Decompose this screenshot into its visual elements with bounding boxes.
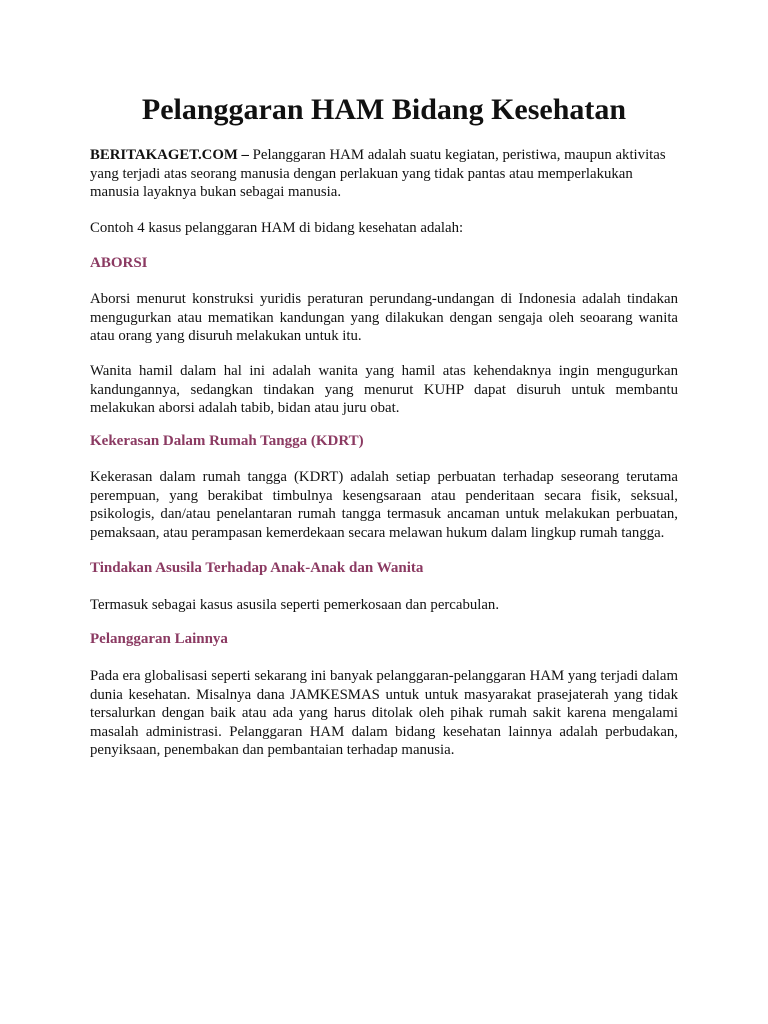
asusila-paragraph: Termasuk sebagai kasus asusila seperti pemerkosaan dan percabulan.: [90, 597, 500, 613]
section-heading-kdrt: Kekerasan Dalam Rumah Tangga (KDRT): [90, 433, 364, 449]
section-heading-lainnya: Pelanggaran Lainnya: [90, 631, 228, 647]
section-heading-asusila: Tindakan Asusila Terhadap Anak-Anak dan Wanita: [90, 560, 424, 576]
intro-dash: –: [237, 147, 253, 163]
page-title: Pelanggaran HAM Bidang Kesehatan: [141, 93, 627, 126]
lainnya-paragraph: Pada era globalisasi seperti sekarang ini banyak pelanggaran-pelanggaran HAM yang terjadi dalam dunia kesehatan. Misalnya dana JAMKESMAS untuk untuk masyarakat prasejaterah yang tidak tersalurkan dengan baik atau ada yang harus ditolak oleh pihak rumah sakit karena mengalami masalah administrasi. Pelanggaran HAM dalam bidang kesehatan lainnya adalah perbudakan, penyiksaan, penembakan dan pembantaian terhadap manusia.: [90, 668, 678, 758]
intro-text: Pelanggaran HAM adalah suatu kegiatan, peristiwa, maupun aktivitas yang terjadi atas seorang manusia dengan perlakuan yang tidak pantas atau memperlakukan manusia layaknya bukan sebagai manusia.: [90, 147, 666, 200]
aborsi-paragraph-2: Wanita hamil dalam hal ini adalah wanita yang hamil atas kehendaknya ingin mengugurkan kandungannya, sedangkan tindakan yang menurut KUHP dapat disuruh untuk membantu melakukan aborsi adalah tabib, bidan atau juru obat.: [90, 363, 678, 416]
section-heading-aborsi: ABORSI: [90, 255, 148, 271]
lead-sentence: Contoh 4 kasus pelanggaran HAM di bidang kesehatan adalah:: [90, 220, 464, 236]
kdrt-paragraph: Kekerasan dalam rumah tangga (KDRT) adalah setiap perbuatan terhadap seseorang terutama perempuan, yang berakibat timbulnya kesengsaraan atau penderitaan secara fisik, seksual, psikologis, dan/atau penelantaran rumah tangga termasuk ancaman untuk melakukan perbuatan, pemaksaan, atau perampasan kemerdekaan secara melawan hukum dalam lingkup rumah tangga.: [90, 469, 678, 541]
intro-source: BERITAKAGET.COM: [90, 147, 238, 163]
intro-paragraph: [90, 146, 678, 202]
aborsi-paragraph-1: Aborsi menurut konstruksi yuridis peraturan perundang-undangan di Indonesia adalah tindakan mengugurkan atau mematikan kandungan yang dilakukan dengan sengaja oleh seoarang wanita atau orang yang disuruh melakukan untuk itu.: [90, 291, 678, 344]
